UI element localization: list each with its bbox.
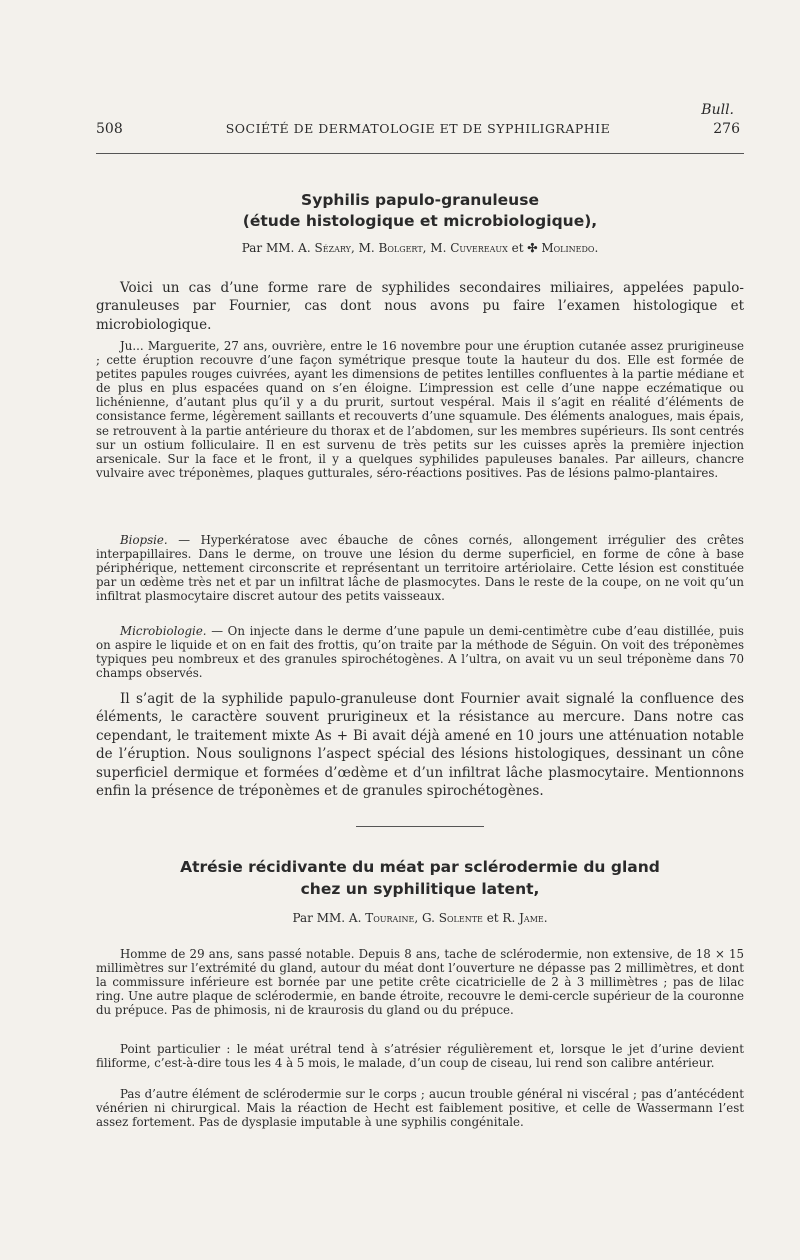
byline-separator: , G.: [414, 911, 435, 925]
author-name: Sézary: [314, 241, 351, 255]
byline-separator: , M.: [422, 241, 447, 255]
header-rule: [96, 153, 744, 154]
byline-prefix: Par MM. A.: [241, 241, 311, 255]
author-name: Molinedo.: [541, 241, 599, 255]
section-divider: [356, 826, 484, 827]
article2-paragraph-1: Homme de 29 ans, sans passé notable. Depuis 8 ans, tache de sclérodermie, non extensive, de 18 × 15 millimètres sur l’extrémité du gland, autour du méat dont l’ouverture ne dépasse pas 2 millimètres, et dont la commissure inférieure est bornée par une petite crête cicatricielle de 2 à 3 millimètres ; pas de lilac ring. Une autre plaque de sclérodermie, en bande étroite, recouvre le demi-cercle supérieur de la couronne du prépuce. Pas de phimosis, ni de kraurosis du gland ou du prépuce.: [96, 947, 744, 1018]
article2-byline: [100, 910, 740, 926]
header-bull-note: Bull.: [701, 102, 734, 118]
article1-biopsie: [96, 533, 744, 603]
running-header: [96, 121, 740, 143]
article2-paragraph-3: Pas d’autre élément de sclérodermie sur le corps ; aucun trouble général ni viscéral ; pas d’antécédent vénérien ni chirurgical. Mais la réaction de Hecht est faiblement positive, et celle de Wassermann l’est assez fortement. Pas de dysplasie imputable à une syphilis congénitale.: [96, 1087, 744, 1130]
page-number-right: 276: [713, 121, 740, 137]
author-name: Touraine: [365, 911, 415, 925]
article1-byline: [100, 240, 740, 256]
running-title: SOCIÉTÉ DE DERMATOLOGIE ET DE SYPHILIGRAPHIE: [225, 121, 611, 136]
author-name: Bolgert: [378, 241, 423, 255]
article1-conclusion: Il s’agit de la syphilide papulo-granuleuse dont Fournier avait signalé la confluence des éléments, le caractère souvent prurigineux et la résistance au mercure. Dans notre cas cependant, le traitement mixte As + Bi avait déjà amené en 10 jours une atténuation notable de l’éruption. Nous soulignons l’aspect spécial des lésions histologiques, dessinant un cône superficiel dermique et formées d’œdème et d’un infiltrat lâche plasmocytaire. Mentionnons enfin la présence de tréponèmes et de granules spirochétogènes.: [96, 691, 744, 800]
article1-intro: Voici un cas d’une forme rare de syphilides secondaires miliaires, appelées papulo-granuleuses par Fournier, cas dont nous avons pu faire l’examen histologique et microbiologique.: [96, 280, 744, 333]
article1-title-line1: Syphilis papulo-granuleuse: [301, 191, 539, 209]
article2-title-line1: Atrésie récidivante du méat par sclérodermie du gland: [180, 858, 660, 876]
microbiologie-text: — On injecte dans le derme d’une papule un demi-centimètre cube d’eau distillée, puis on aspire le liquide et on en fait des frottis, qu’on traite par la méthode de Séguin. On voit des tréponèmes typiques peu nombreux et des granules spirochétogènes. A l’ultra, on avait vu un seul tréponème dans 70 champs observés.: [96, 624, 744, 681]
byline-separator: et: [507, 241, 524, 255]
article1-microbiologie: [96, 624, 744, 680]
article2-paragraph-2: Point particulier : le méat urétral tend à s’atrésier régulièrement et, lorsque le jet d’urine devient filiforme, c’est-à-dire tous les 4 à 5 mois, le malade, d’un coup de ciseau, lui rend son calibre antérieur.: [96, 1042, 744, 1071]
page-number-left: 508: [96, 121, 123, 137]
author-name: Cuvereaux: [450, 241, 508, 255]
byline-separator: , M.: [350, 241, 375, 255]
article1-case-report: Ju... Marguerite, 27 ans, ouvrière, entre le 16 novembre pour une éruption cutanée assez prurigineuse ; cette éruption recouvre d’une façon symétrique presque toute la hauteur du dos. Elle est formée de petites papules rouges cuivrées, ayant les dimensions de petites lentilles confluentes à la partie médiane et de plus en plus espacées quand on s’en éloigne. L’impression est celle d’une nappe eczématique ou lichénienne, d’autant plus qu’il y a du prurit, surtout vespéral. Mais il s’agit en réalité d’éléments de consistance ferme, légèrement saillants et recouverts d’une squamule. Des éléments analogues, mais épais, se retrouvent à la partie antérieure du thorax et de l’abdomen, sur les membres supérieurs. Ils sont centrés sur un ostium folliculaire. Il en est survenu de très petits sur les cuisses après la première injection arsenicale. Sur la face et le front, il y a quelques syphilides papuleuses banales. Par ailleurs, chancre vulvaire avec tréponèmes, plaques gutturales, séro-réactions positives. Pas de lésions palmo-plantaires.: [96, 339, 744, 480]
author-name: Jame.: [519, 911, 548, 925]
author-name: Solente: [438, 911, 483, 925]
byline-separator: et R.: [482, 911, 516, 925]
byline-prefix: Par MM. A.: [292, 911, 362, 925]
biopsie-label: Biopsie.: [120, 533, 168, 547]
article1-title-line2: (étude histologique et microbiologique),: [242, 212, 598, 230]
biopsie-text: — Hyperkératose avec ébauche de cônes cornés, allongement irrégulier des crêtes interpapillaires. Dans le derme, on trouve une lésion du derme superficiel, en forme de cône à base périphérique, nettement circonscrite et représentant un territoire artériolaire. Cette lésion est constituée par un œdème très net et par un infiltrat lâche de plasmocytes. Dans le reste de la coupe, on ne voit qu’un infiltrat plasmocytaire discret autour des petits vaisseaux.: [96, 533, 744, 604]
ink-blot-mark: ✣: [527, 241, 538, 255]
article2-title-line2: chez un syphilitique latent,: [300, 880, 540, 898]
microbiologie-label: Microbiologie.: [120, 624, 207, 638]
